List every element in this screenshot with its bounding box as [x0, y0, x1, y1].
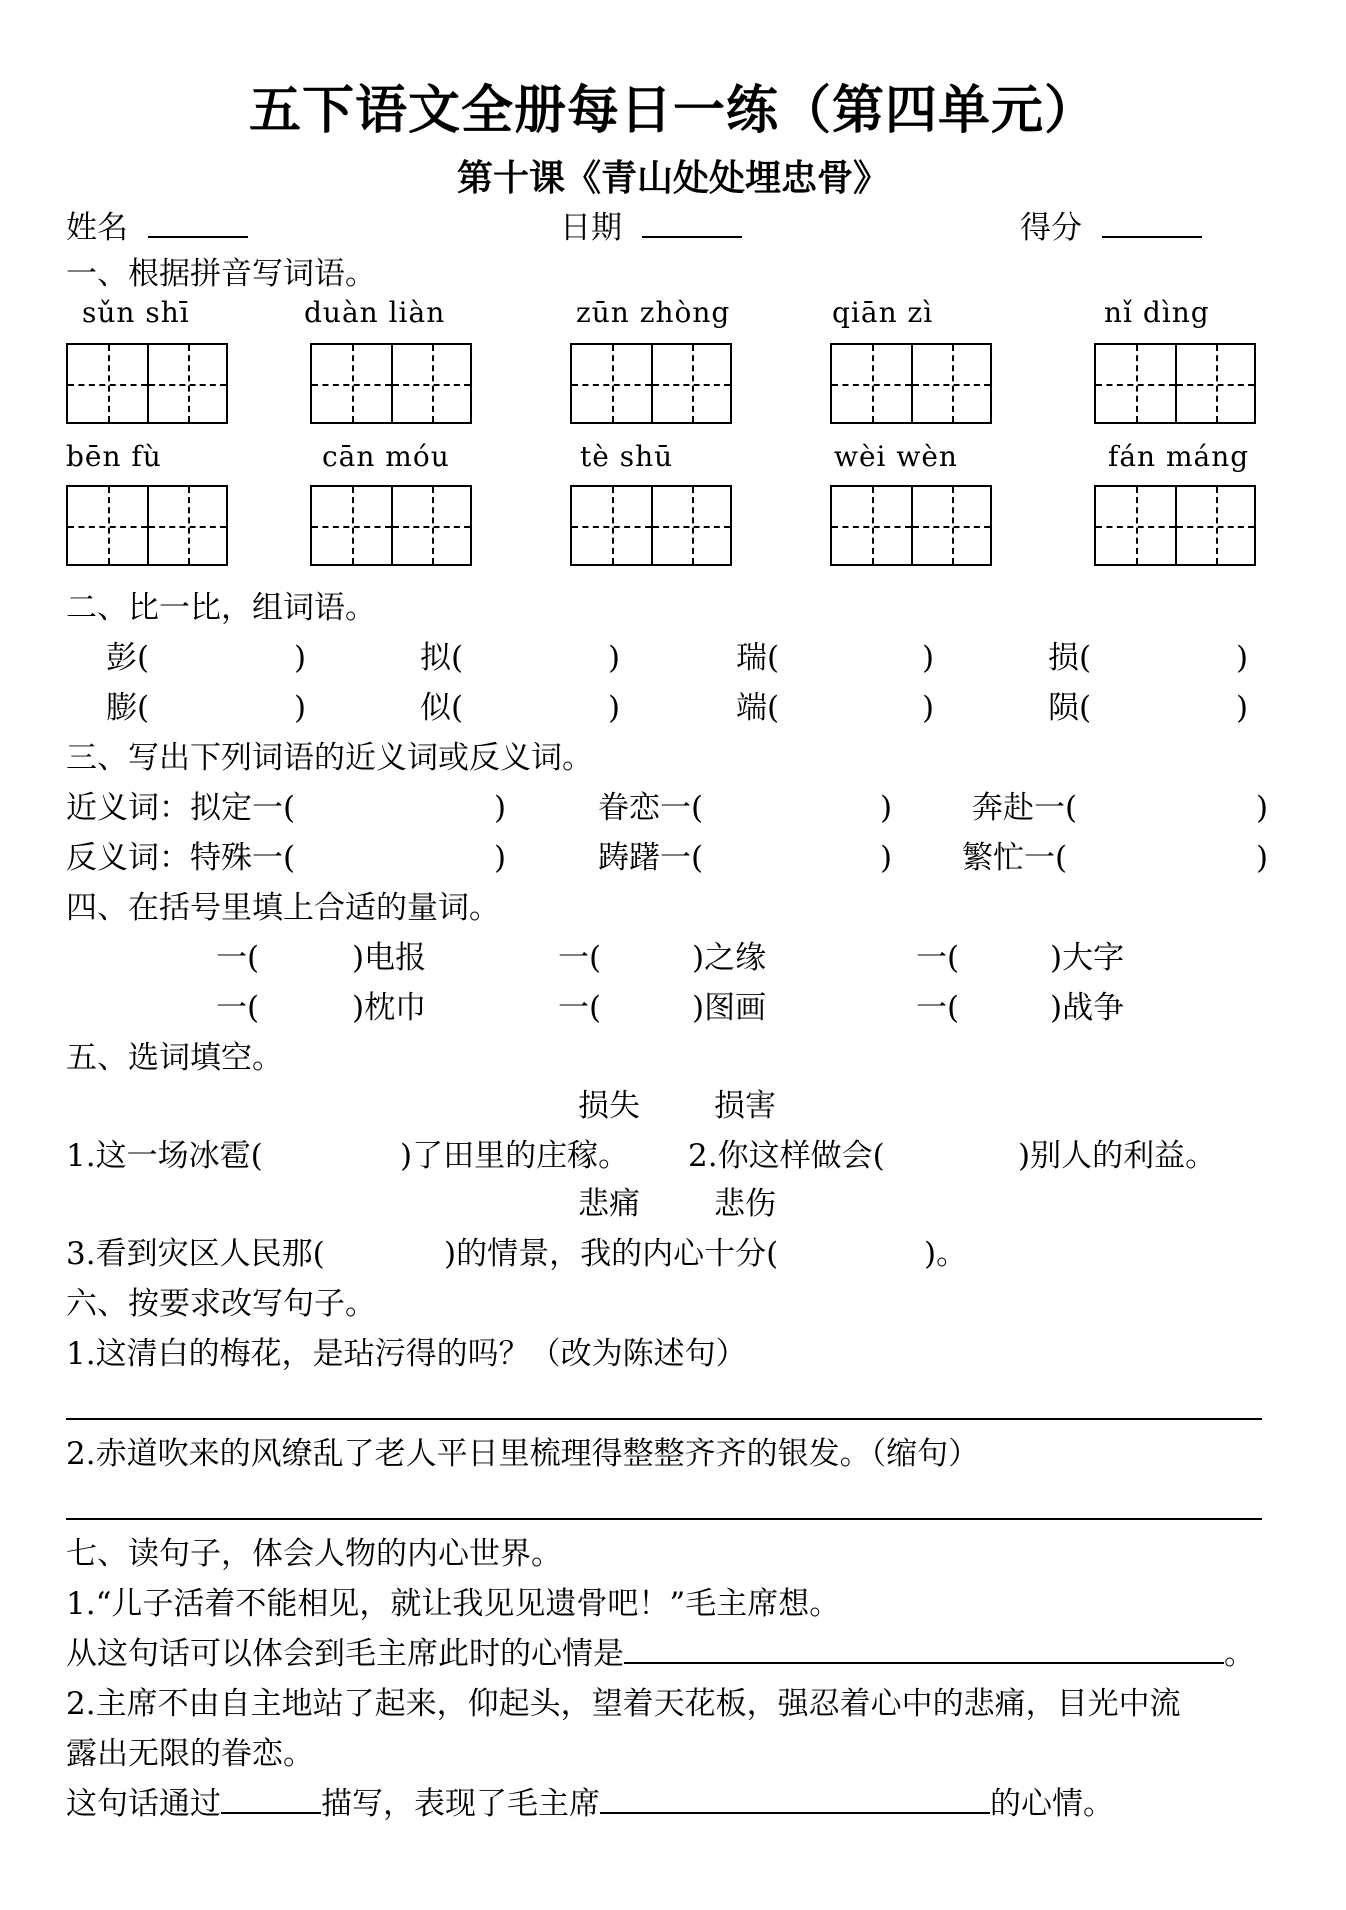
word-choice: 损害 [714, 1088, 776, 1124]
section-6-heading: 六、按要求改写句子。 [66, 1286, 376, 1322]
pinyin-label: qiān zì [832, 296, 934, 329]
name-field[interactable] [66, 208, 248, 248]
close-paren: ) [1236, 640, 1249, 676]
score-field[interactable] [1020, 208, 1202, 248]
section-4-heading: 四、在括号里填上合适的量词。 [66, 890, 500, 926]
section-1-heading: 一、根据拼音写词语。 [66, 256, 376, 292]
score-label: 得分 [1020, 210, 1082, 246]
prompt-text: 从这句话可以体会到毛主席此时的心情是 [66, 1636, 624, 1672]
word-choice: 悲伤 [714, 1186, 776, 1222]
pinyin-label: zūn zhòng [576, 296, 731, 329]
fill-question-3-end: )。 [924, 1236, 968, 1272]
measure-item: )枕巾 [352, 990, 427, 1026]
close-paren: ) [1256, 840, 1269, 876]
synonym-item: 奔赴一( [972, 790, 1078, 826]
pinyin-label: tè shū [580, 440, 674, 473]
answer-blank[interactable] [624, 1662, 1224, 1664]
measure-prefix: 一( [216, 940, 260, 976]
close-paren: ) [880, 790, 893, 826]
word-choice: 损失 [578, 1088, 640, 1124]
measure-prefix: 一( [916, 990, 960, 1026]
measure-item: )电报 [352, 940, 427, 976]
lesson-title: 第十课《青山处处埋忠骨》 [456, 157, 889, 199]
prompt-text: 描写，表现了毛主席 [321, 1786, 600, 1822]
word-choice: 悲痛 [578, 1186, 640, 1222]
answer-line[interactable] [66, 1518, 1262, 1520]
tianzige-box[interactable] [1094, 485, 1256, 566]
measure-prefix: 一( [558, 990, 602, 1026]
measure-prefix: 一( [916, 940, 960, 976]
rewrite-question-1: 1.这清白的梅花，是玷污得的吗？（改为陈述句） [66, 1336, 747, 1372]
char-compare-item: 似( [420, 690, 464, 726]
synonym-item: 近义词：拟定一( [66, 790, 296, 826]
reading-question-1-prompt [66, 1634, 1255, 1674]
pinyin-label: cān móu [322, 440, 450, 473]
fill-question-2-end: )别人的利益。 [1018, 1138, 1217, 1174]
measure-prefix: 一( [216, 990, 260, 1026]
pinyin-label: duàn liàn [304, 296, 446, 329]
fill-question-2: 2.你这样做会( [688, 1138, 885, 1174]
tianzige-box[interactable] [570, 343, 732, 424]
score-blank[interactable] [1102, 236, 1202, 238]
prompt-end: 。 [1224, 1636, 1255, 1672]
name-blank[interactable] [148, 236, 248, 238]
char-compare-item: 瑞( [736, 640, 780, 676]
section-3-heading: 三、写出下列词语的近义词或反义词。 [66, 740, 593, 776]
name-label: 姓名 [66, 210, 128, 246]
pinyin-label: bēn fù [66, 440, 162, 473]
answer-blank[interactable] [600, 1812, 990, 1814]
measure-item: )之缘 [692, 940, 767, 976]
fill-question-3-mid: )的情景，我的内心十分( [444, 1236, 779, 1272]
reading-question-1: 1.“儿子活着不能相见，就让我见见遗骨吧！”毛主席想。 [66, 1586, 841, 1622]
measure-item: )图画 [692, 990, 767, 1026]
reading-question-2-line2: 露出无限的眷恋。 [66, 1736, 314, 1772]
close-paren: ) [922, 690, 935, 726]
antonym-item: 反义词：特殊一( [66, 840, 296, 876]
char-compare-item: 彭( [106, 640, 150, 676]
section-5-heading: 五、选词填空。 [66, 1040, 283, 1076]
pinyin-label: wèi wèn [834, 440, 958, 473]
tianzige-box[interactable] [570, 485, 732, 566]
close-paren: ) [294, 690, 307, 726]
measure-item: )战争 [1050, 990, 1125, 1026]
measure-item: )大字 [1050, 940, 1125, 976]
close-paren: ) [880, 840, 893, 876]
pinyin-label: nǐ dìng [1104, 296, 1210, 329]
pinyin-label: fán máng [1108, 440, 1250, 473]
fill-question-3: 3.看到灾区人民那( [66, 1236, 325, 1272]
close-paren: ) [1256, 790, 1269, 826]
tianzige-box[interactable] [830, 343, 992, 424]
date-blank[interactable] [642, 236, 742, 238]
char-compare-item: 膨( [106, 690, 150, 726]
date-field[interactable] [560, 208, 742, 248]
measure-prefix: 一( [558, 940, 602, 976]
section-7-heading: 七、读句子，体会人物的内心世界。 [66, 1536, 562, 1572]
close-paren: ) [608, 690, 621, 726]
reading-question-2-line1: 2.主席不由自主地站了起来，仰起头，望着天花板，强忍着心中的悲痛，目光中流 [66, 1686, 1181, 1722]
page-title: 五下语文全册每日一练（第四单元） [248, 80, 1097, 141]
rewrite-question-2: 2.赤道吹来的风缭乱了老人平日里梳理得整整齐齐的银发。（缩句） [66, 1436, 980, 1472]
char-compare-item: 陨( [1048, 690, 1092, 726]
char-compare-item: 拟( [420, 640, 464, 676]
close-paren: ) [494, 840, 507, 876]
char-compare-item: 损( [1048, 640, 1092, 676]
antonym-item: 繁忙一( [962, 840, 1068, 876]
close-paren: ) [1236, 690, 1249, 726]
synonym-item: 眷恋一( [598, 790, 704, 826]
pinyin-label: sǔn shī [82, 296, 190, 329]
prompt-end: 的心情。 [990, 1786, 1114, 1822]
date-label: 日期 [560, 210, 622, 246]
prompt-text: 这句话通过 [66, 1786, 221, 1822]
char-compare-item: 端( [736, 690, 780, 726]
antonym-item: 踌躇一( [598, 840, 704, 876]
tianzige-box[interactable] [310, 343, 472, 424]
tianzige-box[interactable] [1094, 343, 1256, 424]
answer-line[interactable] [66, 1418, 1262, 1420]
close-paren: ) [494, 790, 507, 826]
tianzige-box[interactable] [66, 343, 228, 424]
section-2-heading: 二、比一比，组词语。 [66, 590, 376, 626]
tianzige-box[interactable] [310, 485, 472, 566]
close-paren: ) [294, 640, 307, 676]
fill-question-1-end: )了田里的庄稼。 [400, 1138, 630, 1174]
reading-question-2-prompt [66, 1784, 1114, 1824]
answer-blank[interactable] [221, 1812, 321, 1814]
close-paren: ) [608, 640, 621, 676]
close-paren: ) [922, 640, 935, 676]
tianzige-box[interactable] [66, 485, 228, 566]
tianzige-box[interactable] [830, 485, 992, 566]
fill-question-1: 1.这一场冰雹( [66, 1138, 263, 1174]
